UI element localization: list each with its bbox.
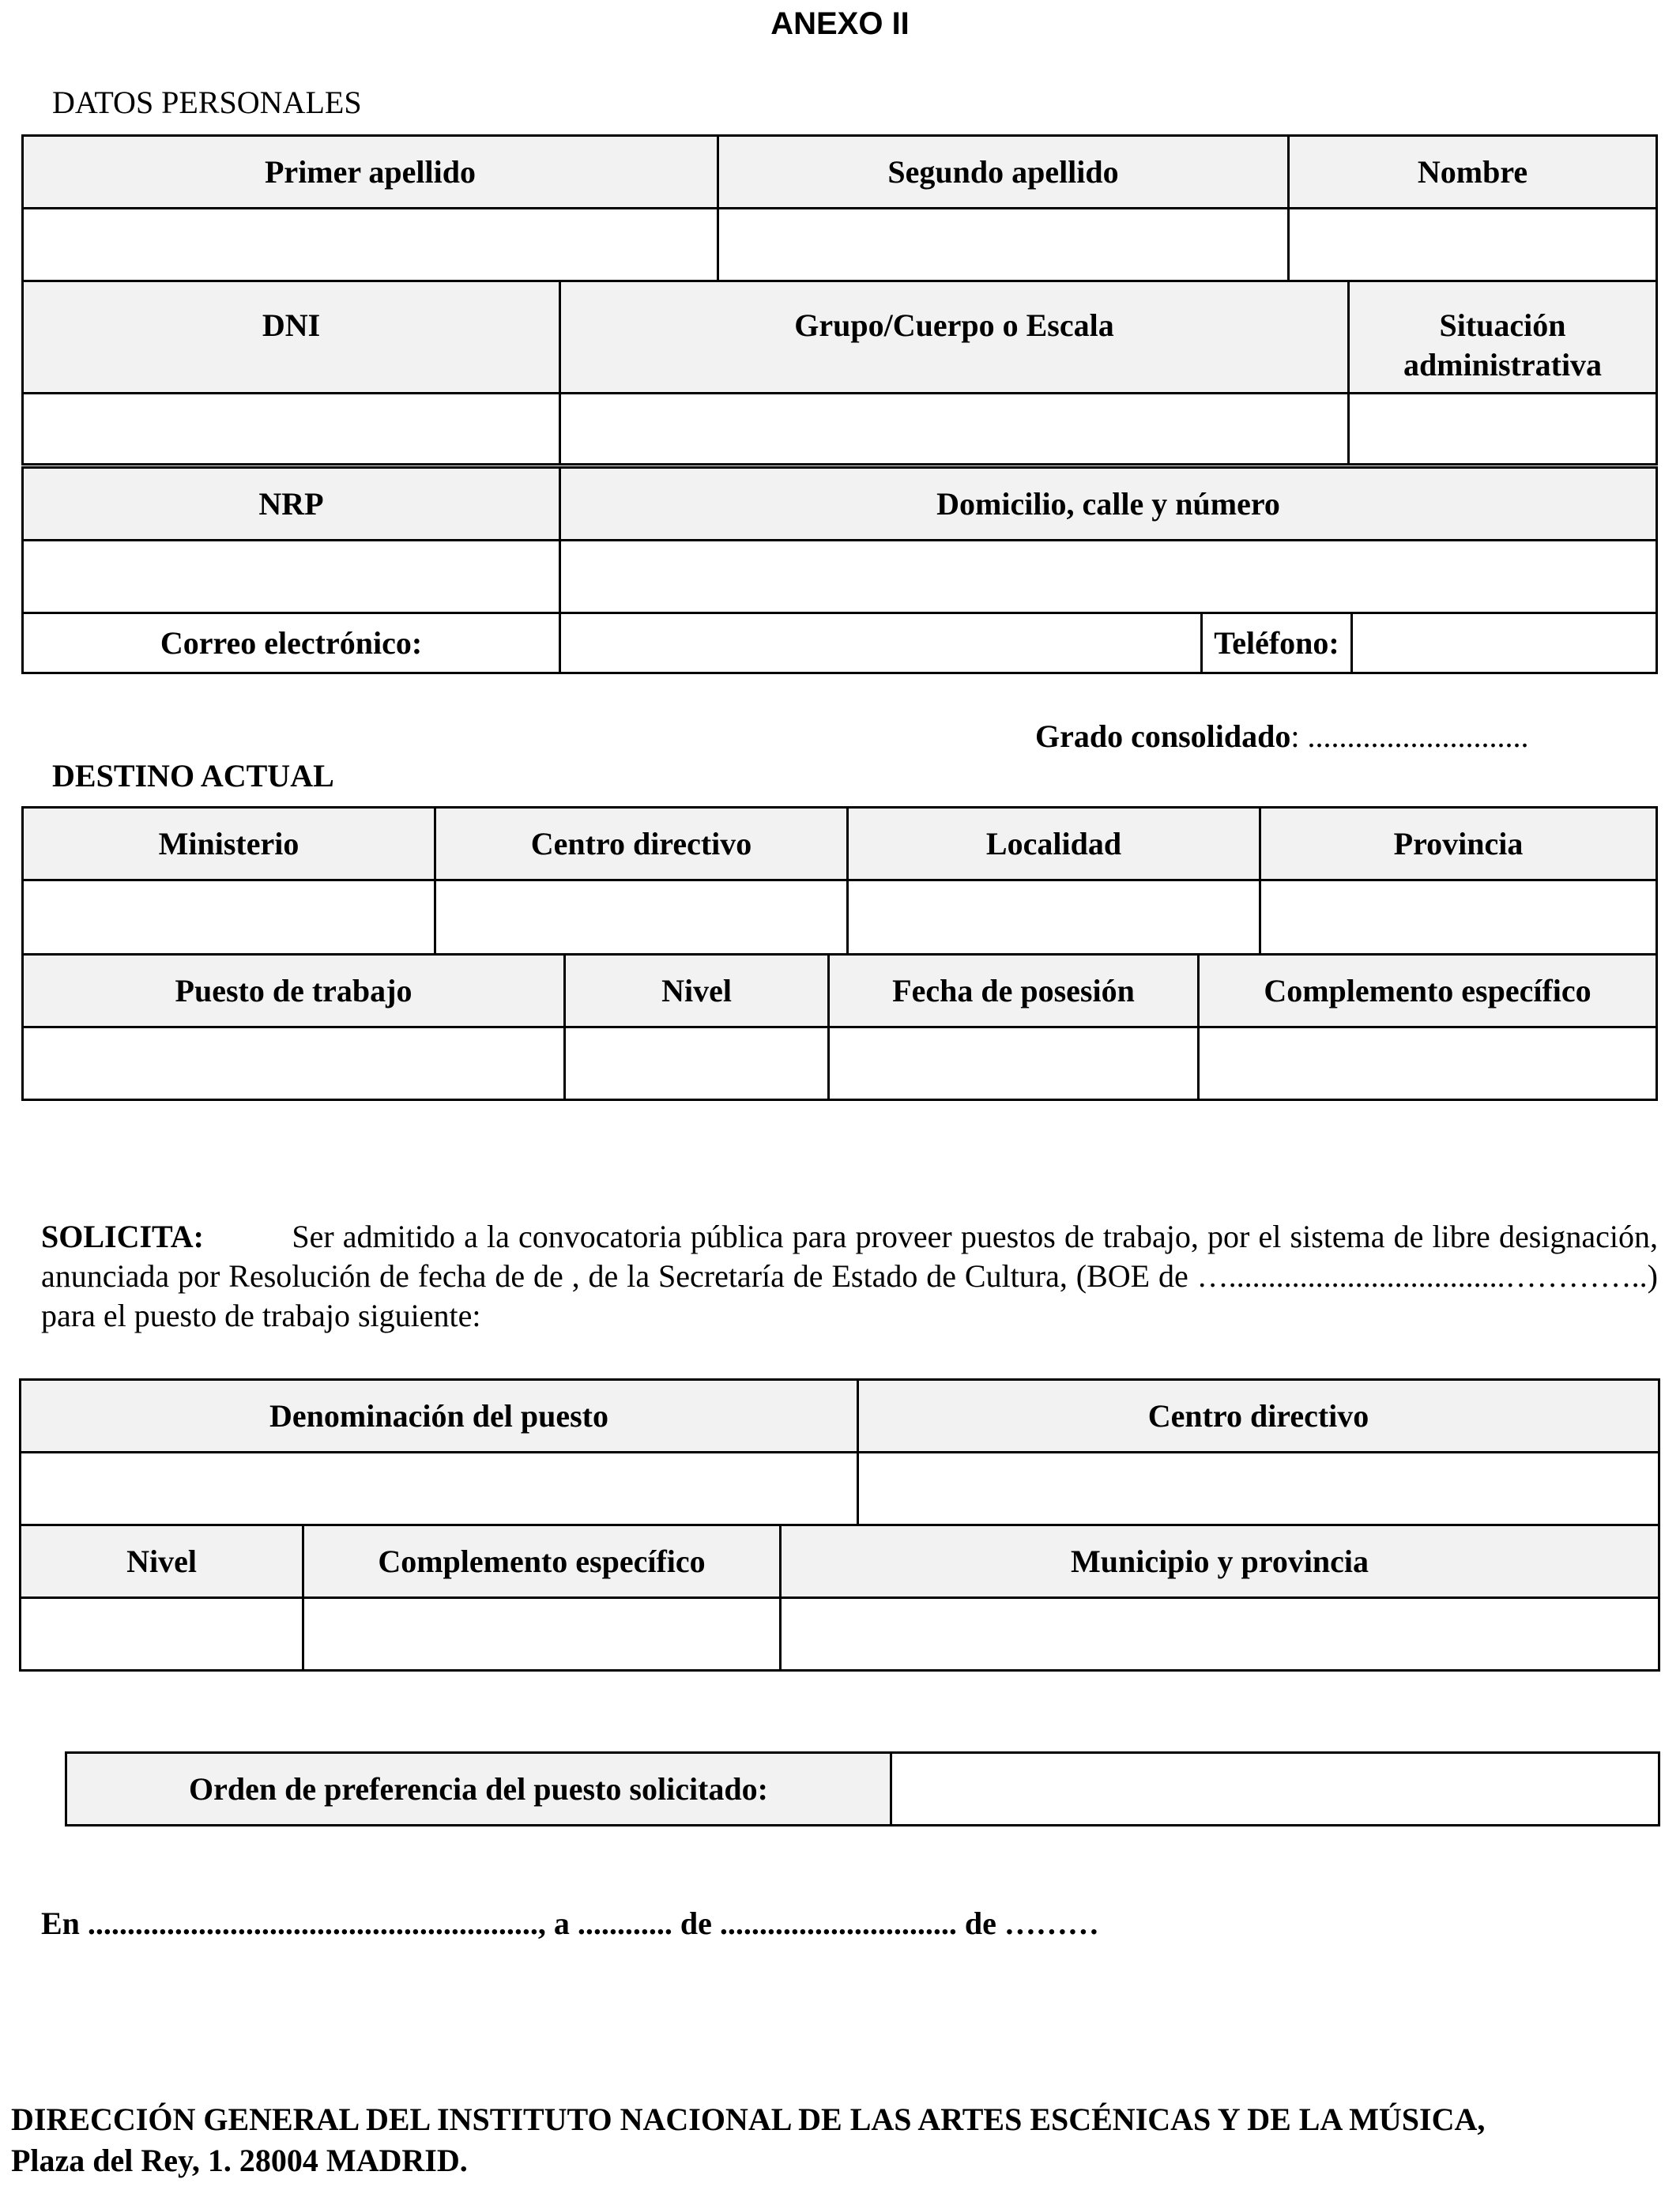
field-nrp[interactable] bbox=[23, 541, 560, 613]
field-centro-directivo[interactable] bbox=[435, 880, 848, 955]
header-nrp: NRP bbox=[23, 468, 560, 541]
header-nivel: Nivel bbox=[565, 955, 829, 1027]
header-puesto-de-trabajo: Puesto de trabajo bbox=[23, 955, 565, 1027]
header-grupo-cuerpo: Grupo/Cuerpo o Escala bbox=[560, 281, 1349, 394]
field-domicilio[interactable] bbox=[560, 541, 1657, 613]
header-situacion-administrativa: Situación administrativa bbox=[1349, 281, 1657, 394]
header-municipio-y-provincia: Municipio y provincia bbox=[781, 1525, 1659, 1598]
header-ministerio: Ministerio bbox=[23, 808, 435, 880]
field-provincia[interactable] bbox=[1260, 880, 1657, 955]
datos-personales-table-3 bbox=[21, 466, 1658, 674]
header-nombre: Nombre bbox=[1289, 136, 1657, 209]
puesto-solicitado-table-1 bbox=[19, 1378, 1660, 1526]
header-localidad: Localidad bbox=[848, 808, 1260, 880]
destino-actual-table-1 bbox=[21, 806, 1658, 956]
destino-actual-table-2 bbox=[21, 953, 1658, 1101]
field-denominacion-del-puesto[interactable] bbox=[21, 1453, 858, 1525]
datos-personales-table-2 bbox=[21, 280, 1658, 466]
grado-consolidado bbox=[1035, 718, 1529, 755]
header-nivel-solicitado: Nivel bbox=[21, 1525, 303, 1598]
header-centro-directivo: Centro directivo bbox=[435, 808, 848, 880]
field-correo[interactable] bbox=[560, 613, 1202, 673]
field-telefono[interactable] bbox=[1352, 613, 1657, 673]
grado-consolidado-label: Grado consolidado bbox=[1035, 718, 1291, 754]
field-ministerio[interactable] bbox=[23, 880, 435, 955]
header-domicilio: Domicilio, calle y número bbox=[560, 468, 1657, 541]
telefono-label: Teléfono: bbox=[1202, 613, 1352, 673]
footer-line-2: Plaza del Rey, 1. 28004 MADRID. bbox=[11, 2143, 468, 2178]
field-municipio-y-provincia[interactable] bbox=[781, 1598, 1659, 1671]
header-denominacion-del-puesto: Denominación del puesto bbox=[21, 1380, 858, 1453]
grado-consolidado-value[interactable]: : ............................ bbox=[1290, 718, 1529, 754]
header-segundo-apellido: Segundo apellido bbox=[718, 136, 1289, 209]
footer-line-1: DIRECCIÓN GENERAL DEL INSTITUTO NACIONAL DE LAS ARTES ESCÉNICAS Y DE LA MÚSICA, bbox=[11, 2102, 1486, 2137]
header-complemento-especifico-solicitado: Complemento específico bbox=[303, 1525, 781, 1598]
solicita-text: Ser admitido a la convocatoria pública para proveer puestos de trabajo, por el sistema de libre designación, anunciada por Resolución de fecha de de , de la Secretaría de Estado de Cultura, (BOE de …...................................…………..) para el puesto de trabajo siguiente: bbox=[41, 1219, 1659, 1333]
header-primer-apellido: Primer apellido bbox=[23, 136, 718, 209]
field-grupo-cuerpo[interactable] bbox=[560, 394, 1349, 465]
field-orden-preferencia[interactable] bbox=[891, 1753, 1659, 1826]
datos-personales-heading: DATOS PERSONALES bbox=[52, 85, 362, 120]
puesto-solicitado-table-2 bbox=[19, 1524, 1660, 1672]
orden-preferencia-label: Orden de preferencia del puesto solicitado: bbox=[66, 1753, 891, 1826]
header-fecha-de-posesion: Fecha de posesión bbox=[829, 955, 1199, 1027]
orden-preferencia-table bbox=[65, 1751, 1660, 1826]
footer-address bbox=[11, 2099, 1485, 2181]
field-fecha-de-posesion[interactable] bbox=[829, 1027, 1199, 1100]
field-nivel[interactable] bbox=[565, 1027, 829, 1100]
lugar-fecha-line[interactable]: En ........................................................., a ............ de .............................. de ……… bbox=[41, 1906, 1099, 1941]
field-situacion-administrativa[interactable] bbox=[1349, 394, 1657, 465]
field-complemento-especifico-solicitado[interactable] bbox=[303, 1598, 781, 1671]
field-centro-directivo-solicitado[interactable] bbox=[858, 1453, 1659, 1525]
header-provincia: Provincia bbox=[1260, 808, 1657, 880]
field-nivel-solicitado[interactable] bbox=[21, 1598, 303, 1671]
field-localidad[interactable] bbox=[848, 880, 1260, 955]
solicita-label: SOLICITA: bbox=[41, 1219, 204, 1254]
field-nombre[interactable] bbox=[1289, 209, 1657, 281]
field-complemento-especifico[interactable] bbox=[1199, 1027, 1657, 1100]
destino-actual-heading: DESTINO ACTUAL bbox=[52, 758, 334, 794]
datos-personales-table-1 bbox=[21, 134, 1658, 282]
document-title: ANEXO II bbox=[770, 6, 910, 41]
field-puesto-de-trabajo[interactable] bbox=[23, 1027, 565, 1100]
solicita-paragraph bbox=[41, 1217, 1658, 1336]
field-segundo-apellido[interactable] bbox=[718, 209, 1289, 281]
header-dni: DNI bbox=[23, 281, 560, 394]
header-centro-directivo-solicitado: Centro directivo bbox=[858, 1380, 1659, 1453]
header-complemento-especifico: Complemento específico bbox=[1199, 955, 1657, 1027]
field-primer-apellido[interactable] bbox=[23, 209, 718, 281]
field-dni[interactable] bbox=[23, 394, 560, 465]
correo-label: Correo electrónico: bbox=[23, 613, 560, 673]
